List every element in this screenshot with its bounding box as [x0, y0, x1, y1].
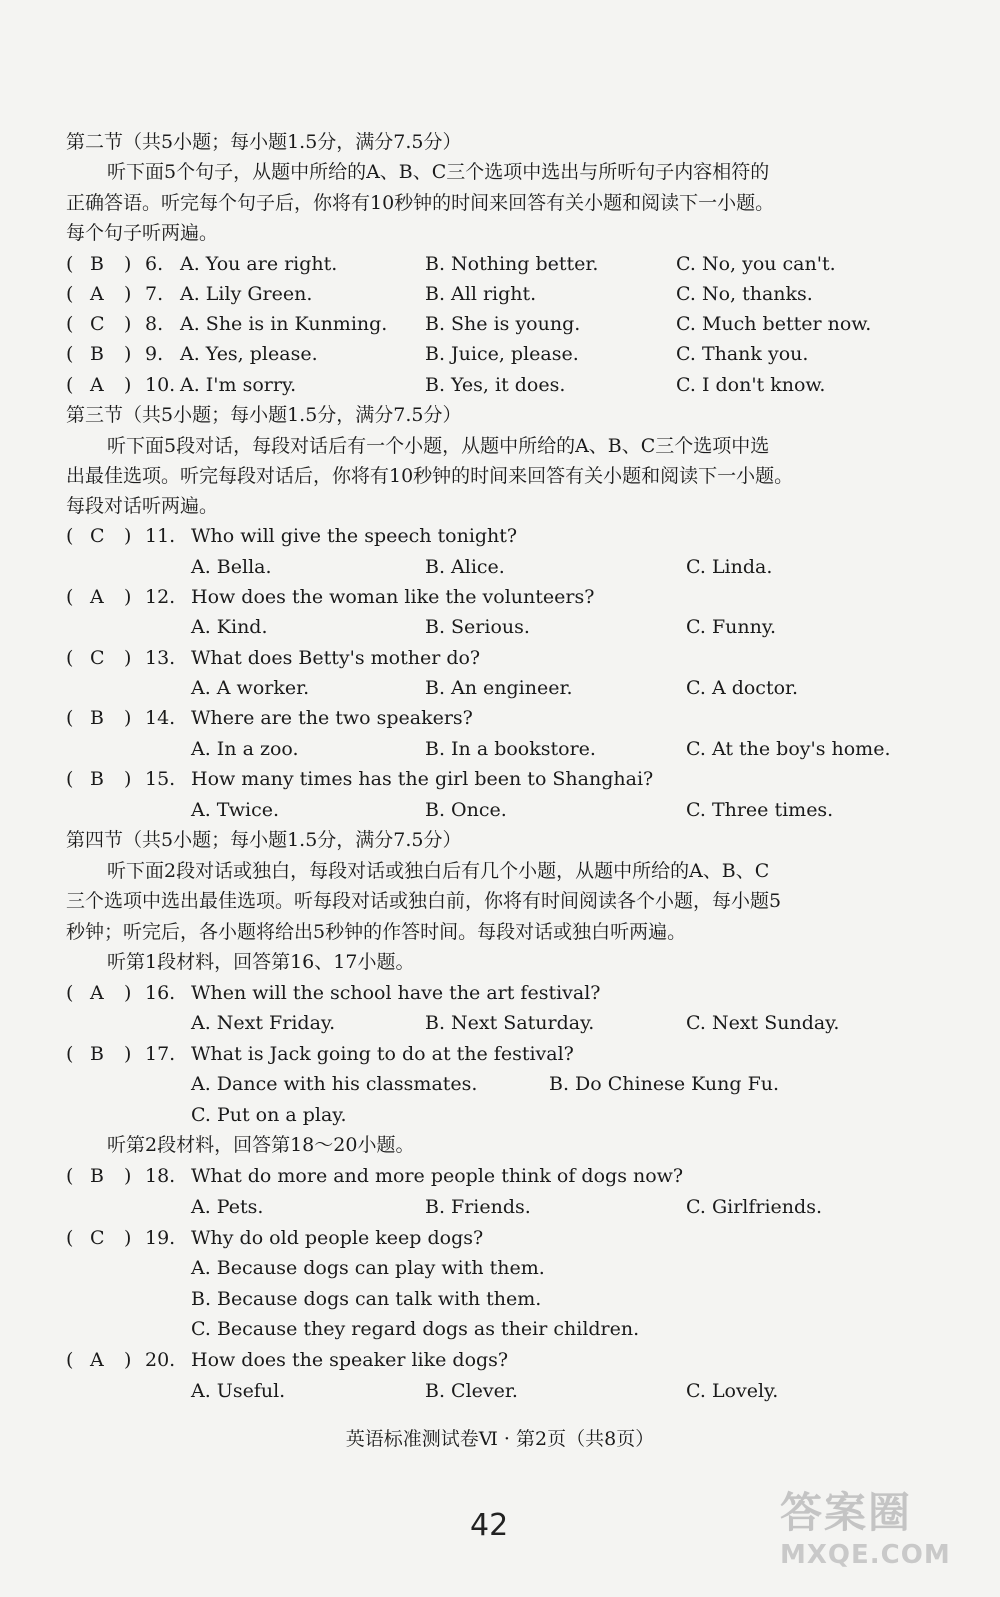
section-3-instruction-line: 每段对话听两遍。 [66, 495, 219, 517]
option-c: C. Lovely. [686, 1380, 779, 1402]
answer-paren-close: ) [124, 586, 132, 608]
section-3-instruction-line: 出最佳选项。听完每段对话后，你将有10秒钟的时间来回答有关小题和阅读下一小题。 [66, 465, 794, 487]
question-number: 14. [145, 707, 176, 729]
option-c: C. Funny. [686, 616, 777, 638]
material-2-heading: 听第2段材料，回答第18～20小题。 [107, 1134, 415, 1156]
answer-letter: B [90, 1165, 104, 1187]
options-row [0, 1069, 1000, 1099]
section-2-instruction-line: 每个句子听两遍。 [66, 222, 219, 244]
answer-letter: B [90, 1043, 104, 1065]
options-row [0, 795, 1000, 825]
question-stem-row [0, 703, 1000, 733]
option-a: A. Next Friday. [191, 1012, 336, 1034]
answer-letter: B [90, 707, 104, 729]
option-a: A. Bella. [191, 556, 272, 578]
option-b: B. She is young. [425, 313, 581, 335]
answer-paren-open: ( [66, 343, 74, 365]
question-number: 11. [145, 525, 176, 547]
answer-paren-open: ( [66, 283, 74, 305]
question-number: 12. [145, 586, 176, 608]
question-row [0, 249, 1000, 279]
options-row [0, 612, 1000, 642]
answer-paren-close: ) [124, 283, 132, 305]
section-2-instruction-line: 听下面5个句子，从题中所给的A、B、C三个选项中选出与所听句子内容相符的 [107, 161, 770, 183]
answer-paren-close: ) [124, 1043, 132, 1065]
answer-paren-close: ) [124, 253, 132, 275]
option-a: A. Pets. [191, 1196, 264, 1218]
answer-letter: A [90, 982, 104, 1004]
question-number: 19. [145, 1227, 176, 1249]
option-b: B. All right. [425, 283, 537, 305]
option-c: C. Next Sunday. [686, 1012, 840, 1034]
question-stem: What does Betty's mother do? [191, 647, 481, 669]
question-stem: What do more and more people think of dogs now? [191, 1165, 684, 1187]
question-row [0, 370, 1000, 400]
question-stem-row [0, 764, 1000, 794]
answer-paren-open: ( [66, 1227, 74, 1249]
question-stem-row [0, 1223, 1000, 1253]
answer-paren-close: ) [124, 1227, 132, 1249]
answer-paren-open: ( [66, 647, 74, 669]
option-a: A. Kind. [191, 616, 268, 638]
answer-letter: A [90, 586, 104, 608]
answer-paren-open: ( [66, 586, 74, 608]
option-c: C. Put on a play. [191, 1104, 347, 1126]
answer-paren-close: ) [124, 374, 132, 396]
answer-letter: A [90, 374, 104, 396]
option-a: A. I'm sorry. [180, 374, 297, 396]
option-b: B. Serious. [425, 616, 530, 638]
question-stem-row [0, 978, 1000, 1008]
question-number: 10. [145, 374, 176, 396]
answer-paren-open: ( [66, 707, 74, 729]
answer-paren-close: ) [124, 768, 132, 790]
page-footer: 英语标准测试卷Ⅵ · 第2页（共8页） [345, 1428, 655, 1450]
answer-paren-open: ( [66, 1165, 74, 1187]
option-a: A. In a zoo. [191, 738, 299, 760]
option-b: B. Friends. [425, 1196, 531, 1218]
section-3-instruction-line: 听下面5段对话，每段对话后有一个小题，从题中所给的A、B、C三个选项中选 [107, 435, 770, 457]
option-c: C. Girlfriends. [686, 1196, 822, 1218]
option-c: C. Linda. [686, 556, 773, 578]
handwritten-page-number: 42 [470, 1508, 509, 1543]
options-row [0, 552, 1000, 582]
section-4-heading: 第四节（共5小题；每小题1.5分，满分7.5分） [66, 829, 462, 851]
section-2-heading: 第二节（共5小题；每小题1.5分，满分7.5分） [66, 131, 462, 153]
option-b: B. Yes, it does. [425, 374, 566, 396]
answer-letter: B [90, 253, 104, 275]
question-number: 7. [145, 283, 164, 305]
option-c: C. Because they regard dogs as their children. [191, 1318, 640, 1340]
section-3-heading: 第三节（共5小题；每小题1.5分，满分7.5分） [66, 404, 462, 426]
question-number: 13. [145, 647, 176, 669]
option-c: C. No, you can't. [676, 253, 836, 275]
section-4-instruction-line: 三个选项中选出最佳选项。听每段对话或独白前，你将有时间阅读各个小题，每小题5 [66, 890, 782, 912]
option-a: A. Lily Green. [180, 283, 313, 305]
question-row [0, 279, 1000, 309]
question-number: 8. [145, 313, 164, 335]
answer-paren-close: ) [124, 982, 132, 1004]
option-b: B. In a bookstore. [425, 738, 596, 760]
option-c: C. Much better now. [676, 313, 872, 335]
option-b: B. Nothing better. [425, 253, 599, 275]
answer-letter: C [90, 647, 105, 669]
answer-paren-open: ( [66, 1043, 74, 1065]
material-1-heading: 听第1段材料，回答第16、17小题。 [107, 951, 415, 973]
option-b: B. Because dogs can talk with them. [191, 1288, 542, 1310]
watermark-url: MXQE.COM [780, 1540, 951, 1570]
answer-letter: C [90, 1227, 105, 1249]
section-4-instruction-line: 听下面2段对话或独白，每段对话或独白后有几个小题，从题中所给的A、B、C [107, 860, 770, 882]
question-stem: When will the school have the art festival? [191, 982, 601, 1004]
answer-paren-close: ) [124, 1349, 132, 1371]
answer-paren-open: ( [66, 253, 74, 275]
option-a: A. A worker. [191, 677, 310, 699]
section-4-instruction-line: 秒钟；听完后，各小题将给出5秒钟的作答时间。每段对话或独白听两遍。 [66, 921, 687, 943]
answer-paren-close: ) [124, 525, 132, 547]
question-stem: What is Jack going to do at the festival? [191, 1043, 574, 1065]
options-row [0, 1100, 1000, 1130]
question-stem-row [0, 1161, 1000, 1191]
answer-paren-open: ( [66, 374, 74, 396]
answer-paren-close: ) [124, 313, 132, 335]
question-stem: Who will give the speech tonight? [191, 525, 518, 547]
answer-letter: C [90, 525, 105, 547]
question-number: 18. [145, 1165, 176, 1187]
question-row [0, 339, 1000, 369]
question-stem-row [0, 582, 1000, 612]
question-stem-row [0, 643, 1000, 673]
question-stem-row [0, 1345, 1000, 1375]
answer-paren-close: ) [124, 343, 132, 365]
option-b: B. Do Chinese Kung Fu. [549, 1073, 780, 1095]
option-a: A. She is in Kunming. [180, 313, 388, 335]
option-c: C. No, thanks. [676, 283, 813, 305]
question-stem: How does the woman like the volunteers? [191, 586, 595, 608]
answer-paren-open: ( [66, 768, 74, 790]
answer-letter: A [90, 1349, 104, 1371]
answer-letter: B [90, 343, 104, 365]
watermark-logo: 答案圈 [780, 1488, 913, 1537]
question-number: 15. [145, 768, 176, 790]
answer-letter: A [90, 283, 104, 305]
question-row [0, 309, 1000, 339]
option-c: C. Thank you. [676, 343, 809, 365]
answer-letter: B [90, 768, 104, 790]
option-b: B. Juice, please. [425, 343, 579, 365]
option-a: A. You are right. [180, 253, 338, 275]
option-a: A. Twice. [191, 799, 280, 821]
answer-paren-open: ( [66, 982, 74, 1004]
options-row [0, 1376, 1000, 1406]
answer-letter: C [90, 313, 105, 335]
question-number: 16. [145, 982, 176, 1004]
answer-paren-open: ( [66, 1349, 74, 1371]
option-b: B. Once. [425, 799, 507, 821]
options-row [0, 1192, 1000, 1222]
question-stem-row [0, 1039, 1000, 1069]
question-number: 20. [145, 1349, 176, 1371]
question-stem: Why do old people keep dogs? [191, 1227, 484, 1249]
answer-paren-open: ( [66, 313, 74, 335]
option-b: B. Clever. [425, 1380, 518, 1402]
question-number: 9. [145, 343, 164, 365]
question-stem: Where are the two speakers? [191, 707, 473, 729]
options-row [0, 734, 1000, 764]
option-a: A. Yes, please. [180, 343, 318, 365]
option-b: B. Next Saturday. [425, 1012, 595, 1034]
option-a: A. Useful. [191, 1380, 286, 1402]
answer-paren-open: ( [66, 525, 74, 547]
option-b: B. An engineer. [425, 677, 573, 699]
answer-paren-close: ) [124, 1165, 132, 1187]
question-number: 17. [145, 1043, 176, 1065]
option-c: C. A doctor. [686, 677, 799, 699]
question-number: 6. [145, 253, 164, 275]
options-row [0, 1008, 1000, 1038]
question-stem-row [0, 521, 1000, 551]
option-c: C. At the boy's home. [686, 738, 891, 760]
answer-paren-close: ) [124, 647, 132, 669]
question-stem: How many times has the girl been to Shanghai? [191, 768, 654, 790]
section-2-instruction-line: 正确答语。听完每个句子后，你将有10秒钟的时间来回答有关小题和阅读下一小题。 [66, 192, 775, 214]
option-c: C. I don't know. [676, 374, 826, 396]
option-c: C. Three times. [686, 799, 834, 821]
answer-paren-close: ) [124, 707, 132, 729]
question-stem: How does the speaker like dogs? [191, 1349, 509, 1371]
option-a: A. Because dogs can play with them. [191, 1257, 545, 1279]
options-row [0, 673, 1000, 703]
option-a: A. Dance with his classmates. [191, 1073, 478, 1095]
option-b: B. Alice. [425, 556, 505, 578]
watermark [780, 1480, 990, 1590]
